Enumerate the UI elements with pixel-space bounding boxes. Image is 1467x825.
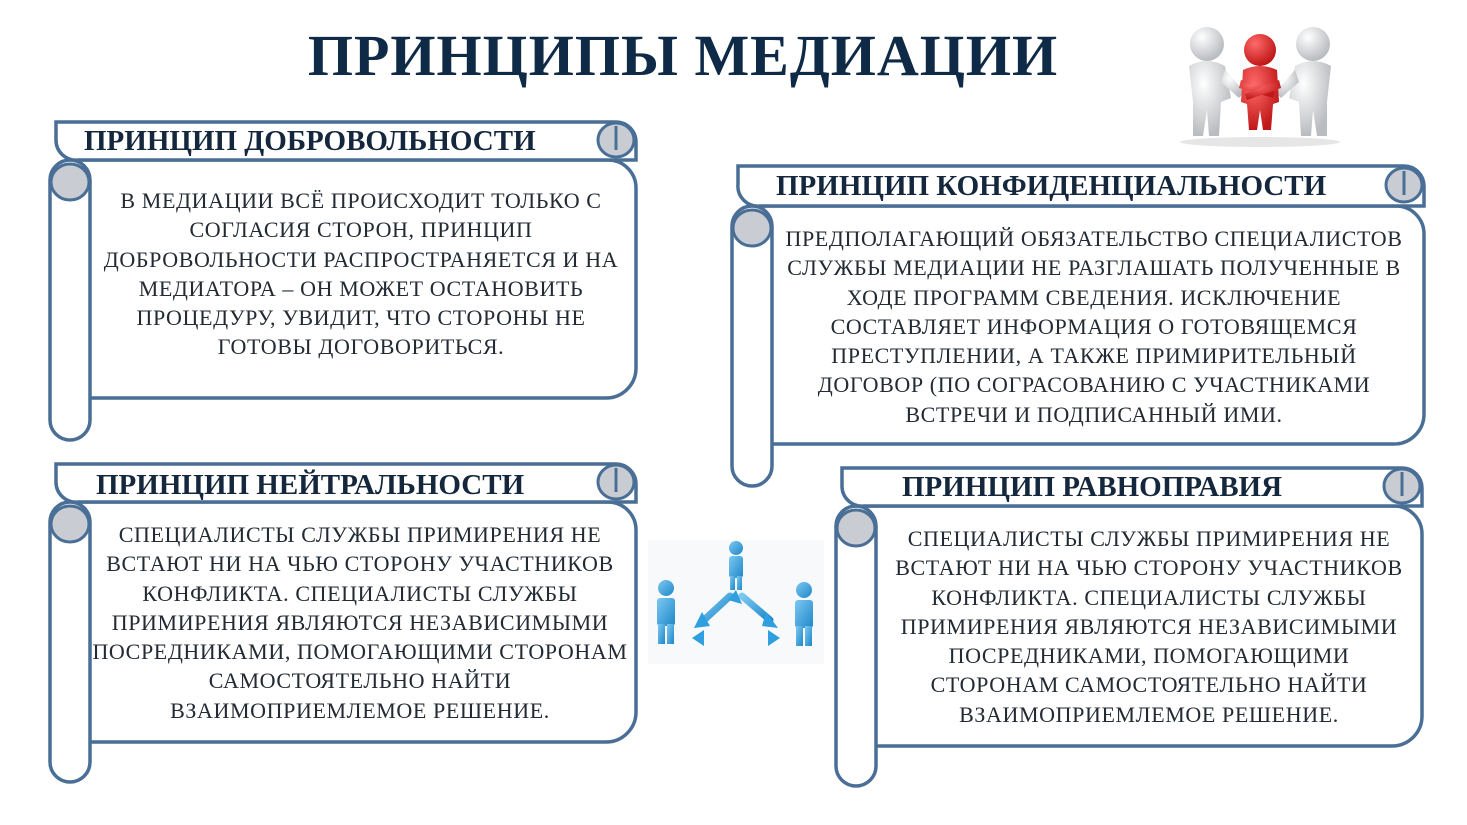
principle-heading: ПРИНЦИП ДОБРОВОЛЬНОСТИ — [84, 125, 536, 157]
scroll-neutrality — [48, 462, 640, 784]
principle-heading: ПРИНЦИП НЕЙТРАЛЬНОСТИ — [96, 469, 525, 501]
principle-text: СПЕЦИАЛИСТЫ СЛУЖБЫ ПРИМИРЕНИЯ НЕ ВСТАЮТ НИ НА ЧЬЮ СТОРОНУ УЧАСТНИКОВ КОНФЛИКТА. СПЕЦИАЛИСТЫ СЛУЖБЫ ПРИМИРЕНИЯ ЯВЛЯЮТСЯ НЕЗАВИСИМЫМИ ПОСРЕДНИКАМИ, ПОМОГАЮЩИМИ СТОРОНАМ САМОСТОЯТЕЛЬНО НАЙТИ ВЗАИМОПРИЕМЛЕМОЕ РЕШЕНИЕ. — [895, 526, 1403, 727]
people-handshake-illustration-icon — [1175, 18, 1345, 148]
people-network-triangle-icon — [648, 540, 824, 664]
scroll-voluntariness — [48, 120, 640, 442]
scroll-equality — [834, 466, 1426, 788]
principle-heading: ПРИНЦИП РАВНОПРАВИЯ — [902, 471, 1283, 503]
principle-text: В МЕДИАЦИИ ВСЁ ПРОИСХОДИТ ТОЛЬКО С СОГЛАСИЯ СТОРОН, ПРИНЦИП ДОБРОВОЛЬНОСТИ РАСПРОСТРАНЯЕТСЯ И НА МЕДИАТОРА – ОН МОЖЕТ ОСТАНОВИТЬ ПРОЦЕДУРУ, УВИДИТ, ЧТО СТОРОНЫ НЕ ГОТОВЫ ДОГОВОРИТЬСЯ. — [103, 188, 619, 360]
scroll-confidentiality — [730, 164, 1426, 488]
principle-heading: ПРИНЦИП КОНФИДЕНЦИАЛЬНОСТИ — [776, 170, 1327, 202]
page-title: ПРИНЦИПЫ МЕДИАЦИИ — [307, 23, 1059, 88]
principle-text: ПРЕДПОЛАГАЮЩИЙ ОБЯЗАТЕЛЬСТВО СПЕЦИАЛИСТОВ СЛУЖБЫ МЕДИАЦИИ НЕ РАЗГЛАШАТЬ ПОЛУЧЕННЫЕ В ХОДЕ ПРОГРАММ СВЕДЕНИЯ. ИСКЛЮЧЕНИЕ СОСТАВЛЯЕТ ИНФОРМАЦИЯ О ГОТОВЯЩЕМСЯ ПРЕСТУПЛЕНИИ, А ТАКЖЕ ПРИМИРИТЕЛЬНЫЙ ДОГОВОР (ПО СОГРАСОВАНИЮ С УЧАСТНИКАМИ ВСТРЕЧИ И ПОДПИСАННЫЙ ИМИ. — [785, 226, 1403, 427]
principle-text: СПЕЦИАЛИСТЫ СЛУЖБЫ ПРИМИРЕНИЯ НЕ ВСТАЮТ НИ НА ЧЬЮ СТОРОНУ УЧАСТНИКОВ КОНФЛИКТА. СПЕЦИАЛИСТЫ СЛУЖБЫ ПРИМИРЕНИЯ ЯВЛЯЮТСЯ НЕЗАВИСИМЫМИ ПОСРЕДНИКАМИ, ПОМОГАЮЩИМИ СТОРОНАМ САМОСТОЯТЕЛЬНО НАЙТИ ВЗАИМОПРИЕМЛЕМОЕ РЕШЕНИЕ. — [92, 522, 628, 723]
